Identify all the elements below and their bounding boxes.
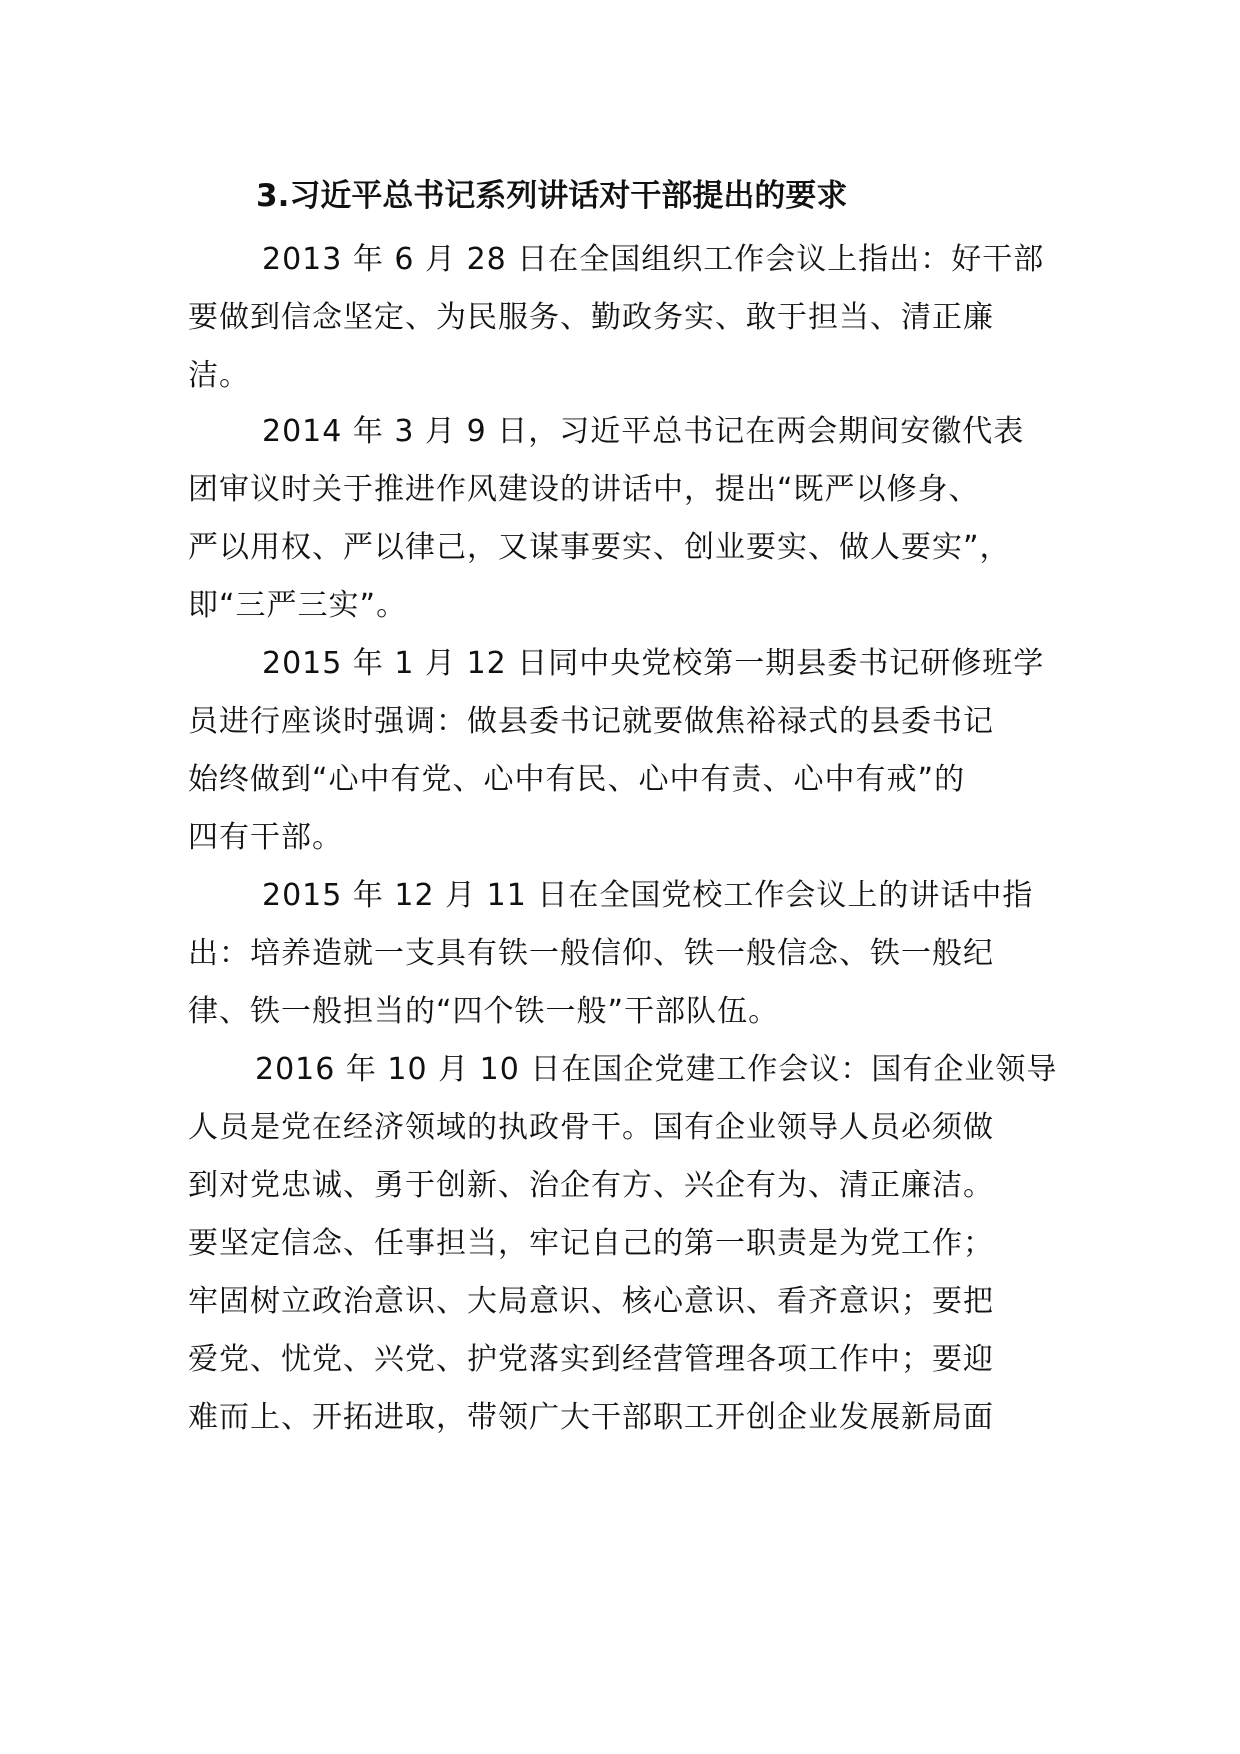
paragraph-line: 洁。 — [188, 358, 250, 393]
paragraph-line: 要做到信念坚定、为民服务、勤政务实、敢于担当、清正廉 — [188, 300, 994, 335]
paragraph-line: 出：培养造就一支具有铁一般信仰、铁一般信念、铁一般纪 — [188, 936, 994, 971]
paragraph-line: 2015 年 1 月 12 日同中央党校第一期县委书记研修班学 — [262, 646, 1045, 681]
paragraph-line: 爱党、忧党、兴党、护党落实到经营管理各项工作中；要迎 — [188, 1342, 994, 1377]
paragraph-line: 团审议时关于推进作风建设的讲话中，提出“既严以修身、 — [188, 472, 980, 507]
paragraph-line: 要坚定信念、任事担当，牢记自己的第一职责是为党工作； — [188, 1226, 994, 1261]
paragraph-line: 2015 年 12 月 11 日在全国党校工作会议上的讲话中指 — [262, 878, 1034, 913]
paragraph-line: 难而上、开拓进取，带领广大干部职工开创企业发展新局面 — [188, 1400, 994, 1435]
paragraph-line: 四有干部。 — [188, 820, 343, 855]
paragraph-line: 严以用权、严以律己，又谋事要实、创业要实、做人要实”， — [188, 530, 1011, 565]
paragraph-line: 人员是党在经济领域的执政骨干。国有企业领导人员必须做 — [188, 1110, 994, 1145]
paragraph-line: 到对党忠诚、勇于创新、治企有方、兴企有为、清正廉洁。 — [188, 1168, 994, 1203]
paragraph-line: 2014 年 3 月 9 日，习近平总书记在两会期间安徽代表 — [262, 414, 1025, 449]
paragraph-line: 员进行座谈时强调：做县委书记就要做焦裕禄式的县委书记 — [188, 704, 994, 739]
section-heading: 3.习近平总书记系列讲话对干部提出的要求 — [256, 178, 848, 214]
paragraph-line: 牢固树立政治意识、大局意识、核心意识、看齐意识；要把 — [188, 1284, 994, 1319]
paragraph-line: 2013 年 6 月 28 日在全国组织工作会议上指出：好干部 — [262, 242, 1045, 277]
paragraph-line: 2016 年 10 月 10 日在国企党建工作会议：国有企业领导 — [255, 1052, 1058, 1087]
paragraph-line: 即“三严三实”。 — [188, 588, 408, 623]
paragraph-line: 始终做到“心中有党、心中有民、心中有责、心中有戒”的 — [188, 762, 966, 797]
paragraph-line: 律、铁一般担当的“四个铁一般”干部队伍。 — [188, 994, 780, 1029]
